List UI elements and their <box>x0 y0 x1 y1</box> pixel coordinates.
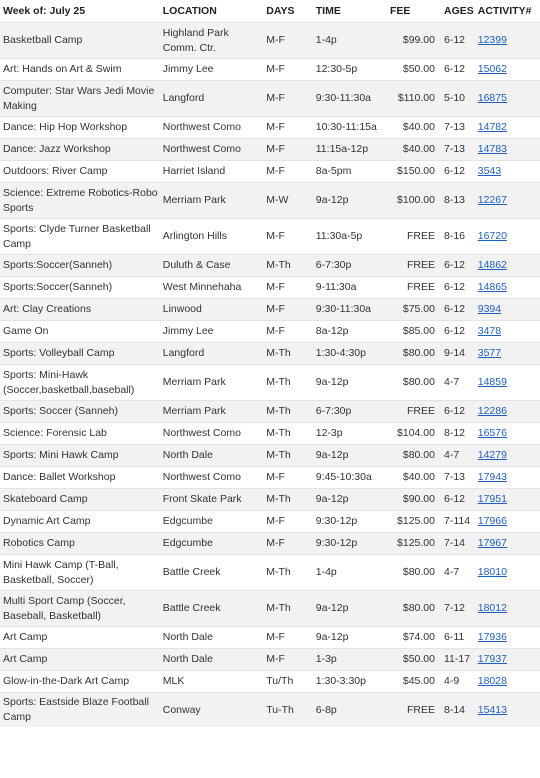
activity-ages: 6-12 <box>441 161 475 183</box>
activity-time: 11:15a-12p <box>313 139 387 161</box>
activity-fee: $80.00 <box>387 365 441 401</box>
activity-fee: FREE <box>387 277 441 299</box>
activity-ages: 6-12 <box>441 489 475 511</box>
activity-days: M-Th <box>263 423 313 445</box>
activity-ages: 6-12 <box>441 321 475 343</box>
activity-time: 6-7:30p <box>313 255 387 277</box>
table-row <box>0 183 540 219</box>
activity-days: Tu-Th <box>263 693 313 728</box>
activity-days: M-F <box>263 299 313 321</box>
activity-fee: FREE <box>387 219 441 255</box>
table-row <box>0 343 540 365</box>
activity-location: Jimmy Lee <box>160 59 264 81</box>
activity-name: Glow-in-the-Dark Art Camp <box>0 671 160 693</box>
activity-name: Science: Forensic Lab <box>0 423 160 445</box>
table-row <box>0 161 540 183</box>
activity-location: Harriet Island <box>160 161 264 183</box>
activity-location: Highland Park Comm. Ctr. <box>160 23 264 59</box>
activity-ages: 4-7 <box>441 365 475 401</box>
activity-time: 12-3p <box>313 423 387 445</box>
activity-time: 9:45-10:30a <box>313 467 387 489</box>
activity-name: Sports:Soccer(Sanneh) <box>0 255 160 277</box>
activity-days: M-Th <box>263 255 313 277</box>
activity-id-cell <box>475 591 540 627</box>
activity-number-link[interactable]: 12267 <box>477 194 507 206</box>
activity-ages: 6-11 <box>441 627 475 649</box>
table-row <box>0 627 540 649</box>
activity-number-link[interactable]: 17966 <box>477 515 507 527</box>
activity-location: Arlington Hills <box>160 219 264 255</box>
activity-number-link[interactable]: 17937 <box>477 653 507 665</box>
activity-number-link[interactable]: 3577 <box>477 347 502 359</box>
activity-location: Linwood <box>160 299 264 321</box>
activity-fee: $50.00 <box>387 59 441 81</box>
activity-id-cell <box>475 445 540 467</box>
activity-ages: 6-12 <box>441 255 475 277</box>
activity-location: Merriam Park <box>160 401 264 423</box>
activity-name: Science: Extreme Robotics-Robo Sports <box>0 183 160 219</box>
activity-fee: $74.00 <box>387 627 441 649</box>
activity-name: Sports:Soccer(Sanneh) <box>0 277 160 299</box>
activity-number-link[interactable]: 3478 <box>477 325 502 337</box>
activity-location: Jimmy Lee <box>160 321 264 343</box>
activity-ages: 5-10 <box>441 81 475 117</box>
activity-days: M-F <box>263 139 313 161</box>
activity-ages: 7-12 <box>441 591 475 627</box>
activity-ages: 8-13 <box>441 183 475 219</box>
activity-number-link[interactable]: 17936 <box>477 631 507 643</box>
activity-name: Game On <box>0 321 160 343</box>
activity-days: M-F <box>263 219 313 255</box>
activity-fee: $75.00 <box>387 299 441 321</box>
activity-ages: 8-14 <box>441 693 475 728</box>
activity-days: M-F <box>263 117 313 139</box>
activity-id-cell <box>475 627 540 649</box>
activity-location: Edgcumbe <box>160 533 264 555</box>
activity-number-link[interactable]: 14783 <box>477 143 507 155</box>
activity-ages: 4-7 <box>441 445 475 467</box>
activity-ages: 6-12 <box>441 59 475 81</box>
activity-time: 1-3p <box>313 649 387 671</box>
activity-id-cell <box>475 365 540 401</box>
activity-time: 6-7:30p <box>313 401 387 423</box>
activity-time: 1:30-4:30p <box>313 343 387 365</box>
activity-name: Sports: Volleyball Camp <box>0 343 160 365</box>
activity-time: 1:30-3:30p <box>313 671 387 693</box>
table-row <box>0 299 540 321</box>
activity-name: Art Camp <box>0 649 160 671</box>
activity-id-cell <box>475 649 540 671</box>
activity-time: 9a-12p <box>313 445 387 467</box>
activity-fee: $110.00 <box>387 81 441 117</box>
activity-fee: $90.00 <box>387 489 441 511</box>
table-row <box>0 117 540 139</box>
table-row <box>0 277 540 299</box>
activity-time: 9a-12p <box>313 489 387 511</box>
activity-number-link[interactable]: 16875 <box>477 92 507 104</box>
activity-fee: $125.00 <box>387 533 441 555</box>
activity-number-link[interactable]: 17951 <box>477 493 507 505</box>
activity-fee: FREE <box>387 255 441 277</box>
activity-time: 8a-5pm <box>313 161 387 183</box>
activity-id-cell <box>475 161 540 183</box>
activity-ages: 6-12 <box>441 401 475 423</box>
activity-days: M-F <box>263 533 313 555</box>
activity-number-link[interactable]: 16576 <box>477 427 507 439</box>
activity-fee: $80.00 <box>387 343 441 365</box>
activity-fee: $45.00 <box>387 671 441 693</box>
activity-id-cell <box>475 299 540 321</box>
activity-days: Tu/Th <box>263 671 313 693</box>
activity-location: Battle Creek <box>160 555 264 591</box>
activity-id-cell <box>475 693 540 728</box>
activity-id-cell <box>475 277 540 299</box>
activity-fee: $40.00 <box>387 467 441 489</box>
activity-name: Sports: Mini-Hawk (Soccer,basketball,baseball) <box>0 365 160 401</box>
activity-name: Multi Sport Camp (Soccer, Baseball, Basketball) <box>0 591 160 627</box>
table-row <box>0 59 540 81</box>
activity-id-cell <box>475 23 540 59</box>
header-days: DAYS <box>263 0 313 23</box>
activity-ages: 11-17 <box>441 649 475 671</box>
activity-days: M-Th <box>263 555 313 591</box>
table-row <box>0 467 540 489</box>
header-time: TIME <box>313 0 387 23</box>
activity-fee: $150.00 <box>387 161 441 183</box>
table-row <box>0 555 540 591</box>
activity-id-cell <box>475 139 540 161</box>
activity-id-cell <box>475 511 540 533</box>
activity-number-link[interactable]: 15062 <box>477 63 507 75</box>
activity-id-cell <box>475 401 540 423</box>
activity-days: M-Th <box>263 401 313 423</box>
table-row <box>0 401 540 423</box>
activity-name: Sports: Eastside Blaze Football Camp <box>0 693 160 728</box>
activity-fee: $125.00 <box>387 511 441 533</box>
activity-id-cell <box>475 555 540 591</box>
activity-days: M-W <box>263 183 313 219</box>
activity-fee: FREE <box>387 401 441 423</box>
activity-days: M-F <box>263 277 313 299</box>
activity-id-cell <box>475 671 540 693</box>
activity-time: 9:30-12p <box>313 511 387 533</box>
table-row <box>0 139 540 161</box>
activity-id-cell <box>475 467 540 489</box>
activity-ages: 7-13 <box>441 467 475 489</box>
activity-location: Front Skate Park <box>160 489 264 511</box>
activity-number-link[interactable]: 17943 <box>477 471 507 483</box>
activity-number-link[interactable]: 3543 <box>477 165 502 177</box>
activity-ages: 7-13 <box>441 139 475 161</box>
activity-number-link[interactable]: 12286 <box>477 405 507 417</box>
activity-name: Computer: Star Wars Jedi Movie Making <box>0 81 160 117</box>
activity-name: Art: Hands on Art & Swim <box>0 59 160 81</box>
activity-fee: $40.00 <box>387 117 441 139</box>
activity-fee: $100.00 <box>387 183 441 219</box>
activity-number-link[interactable]: 18028 <box>477 675 507 687</box>
activity-name: Sports: Soccer (Sanneh) <box>0 401 160 423</box>
activity-time: 10:30-11:15a <box>313 117 387 139</box>
activity-fee: $80.00 <box>387 445 441 467</box>
activity-name: Dance: Ballet Workshop <box>0 467 160 489</box>
activity-id-cell <box>475 343 540 365</box>
header-ages: AGES <box>441 0 475 23</box>
activity-ages: 6-12 <box>441 277 475 299</box>
activity-location: West Minnehaha <box>160 277 264 299</box>
activity-location: Northwest Como <box>160 423 264 445</box>
activity-time: 6-8p <box>313 693 387 728</box>
activity-fee: $80.00 <box>387 555 441 591</box>
activity-number-link[interactable]: 17967 <box>477 537 507 549</box>
activity-fee: $99.00 <box>387 23 441 59</box>
activity-location: MLK <box>160 671 264 693</box>
activity-location: Edgcumbe <box>160 511 264 533</box>
header-location: LOCATION <box>160 0 264 23</box>
activity-time: 9a-12p <box>313 365 387 401</box>
activity-time: 9a-12p <box>313 183 387 219</box>
activity-time: 8a-12p <box>313 321 387 343</box>
activity-ages: 7-114 <box>441 511 475 533</box>
table-row <box>0 365 540 401</box>
activity-time: 9a-12p <box>313 627 387 649</box>
activity-name: Basketball Camp <box>0 23 160 59</box>
activity-days: M-F <box>263 467 313 489</box>
activity-id-cell <box>475 81 540 117</box>
activity-days: M-Th <box>263 365 313 401</box>
activity-number-link[interactable]: 15413 <box>477 703 507 716</box>
activity-ages: 7-14 <box>441 533 475 555</box>
activity-number-link[interactable]: 18010 <box>477 566 507 578</box>
activity-location: North Dale <box>160 627 264 649</box>
activity-name: Outdoors: River Camp <box>0 161 160 183</box>
activity-time: 1-4p <box>313 23 387 59</box>
activity-days: M-F <box>263 81 313 117</box>
activity-time: 11:30a-5p <box>313 219 387 255</box>
activity-name: Art Camp <box>0 627 160 649</box>
activity-location: Langford <box>160 343 264 365</box>
activity-number-link[interactable]: 16720 <box>477 230 507 242</box>
table-row <box>0 489 540 511</box>
activity-days: M-F <box>263 161 313 183</box>
activity-number-link[interactable]: 9394 <box>477 303 502 315</box>
activity-number-link[interactable]: 12399 <box>477 34 507 46</box>
activity-fee: $80.00 <box>387 591 441 627</box>
activity-location: Northwest Como <box>160 139 264 161</box>
activity-id-cell <box>475 255 540 277</box>
activity-number-link[interactable]: 18012 <box>477 602 507 614</box>
activity-time: 9a-12p <box>313 591 387 627</box>
activity-ages: 6-12 <box>441 23 475 59</box>
activity-location: Merriam Park <box>160 183 264 219</box>
table-row <box>0 321 540 343</box>
activity-number-link[interactable]: 14279 <box>477 449 507 461</box>
activity-number-link[interactable]: 14859 <box>477 376 507 388</box>
activity-days: M-F <box>263 59 313 81</box>
activity-time: 9:30-11:30a <box>313 299 387 321</box>
table-row <box>0 219 540 255</box>
activity-days: M-F <box>263 627 313 649</box>
activity-days: M-F <box>263 23 313 59</box>
activity-id-cell <box>475 321 540 343</box>
table-row <box>0 255 540 277</box>
activity-name: Dynamic Art Camp <box>0 511 160 533</box>
activity-id-cell <box>475 533 540 555</box>
activity-days: M-F <box>263 511 313 533</box>
activity-time: 9:30-12p <box>313 533 387 555</box>
activity-name: Art: Clay Creations <box>0 299 160 321</box>
table-row <box>0 511 540 533</box>
table-row <box>0 591 540 627</box>
table-row <box>0 81 540 117</box>
table-row <box>0 533 540 555</box>
activity-name: Robotics Camp <box>0 533 160 555</box>
activity-id-cell <box>475 489 540 511</box>
activity-id-cell <box>475 219 540 255</box>
activity-location: Conway <box>160 693 264 728</box>
activity-name: Mini Hawk Camp (T-Ball, Basketball, Soccer) <box>0 555 160 591</box>
activity-days: M-Th <box>263 591 313 627</box>
activity-fee: $104.00 <box>387 423 441 445</box>
activity-location: North Dale <box>160 649 264 671</box>
activity-location: Northwest Como <box>160 117 264 139</box>
activity-location: Duluth & Case <box>160 255 264 277</box>
activity-location: Merriam Park <box>160 365 264 401</box>
activity-location: Northwest Como <box>160 467 264 489</box>
activity-time: 12:30-5p <box>313 59 387 81</box>
activity-name: Sports: Clyde Turner Basketball Camp <box>0 219 160 255</box>
activity-ages: 6-12 <box>441 299 475 321</box>
header-week: Week of: July 25 <box>0 0 160 23</box>
activity-fee: FREE <box>387 693 441 728</box>
activity-ages: 4-9 <box>441 671 475 693</box>
activity-number-link[interactable]: 14782 <box>477 121 507 133</box>
activity-location: North Dale <box>160 445 264 467</box>
activity-fee: $85.00 <box>387 321 441 343</box>
table-row <box>0 671 540 693</box>
table-row <box>0 693 540 728</box>
activity-time: 1-4p <box>313 555 387 591</box>
activity-time: 9:30-11:30a <box>313 81 387 117</box>
activity-id-cell <box>475 183 540 219</box>
activity-number-link[interactable]: 14865 <box>477 281 507 293</box>
table-row <box>0 445 540 467</box>
activity-number-link[interactable]: 14862 <box>477 259 507 271</box>
activity-days: M-Th <box>263 489 313 511</box>
table-row <box>0 649 540 671</box>
table-row <box>0 423 540 445</box>
activity-id-cell <box>475 59 540 81</box>
header-row <box>0 0 540 23</box>
activity-ages: 9-14 <box>441 343 475 365</box>
header-activity: ACTIVITY# <box>475 0 540 23</box>
activity-id-cell <box>475 117 540 139</box>
activity-name: Dance: Jazz Workshop <box>0 139 160 161</box>
activity-location: Langford <box>160 81 264 117</box>
header-fee: FEE <box>387 0 441 23</box>
activity-ages: 8-16 <box>441 219 475 255</box>
activity-fee: $40.00 <box>387 139 441 161</box>
activity-days: M-F <box>263 649 313 671</box>
activity-name: Skateboard Camp <box>0 489 160 511</box>
activity-days: M-F <box>263 321 313 343</box>
activity-name: Dance: Hip Hop Workshop <box>0 117 160 139</box>
activity-ages: 7-13 <box>441 117 475 139</box>
activity-fee: $50.00 <box>387 649 441 671</box>
table-row <box>0 23 540 59</box>
activity-id-cell <box>475 423 540 445</box>
activity-name: Sports: Mini Hawk Camp <box>0 445 160 467</box>
activity-days: M-Th <box>263 445 313 467</box>
activity-ages: 4-7 <box>441 555 475 591</box>
activity-days: M-Th <box>263 343 313 365</box>
activity-location: Battle Creek <box>160 591 264 627</box>
activity-ages: 8-12 <box>441 423 475 445</box>
activity-time: 9-11:30a <box>313 277 387 299</box>
